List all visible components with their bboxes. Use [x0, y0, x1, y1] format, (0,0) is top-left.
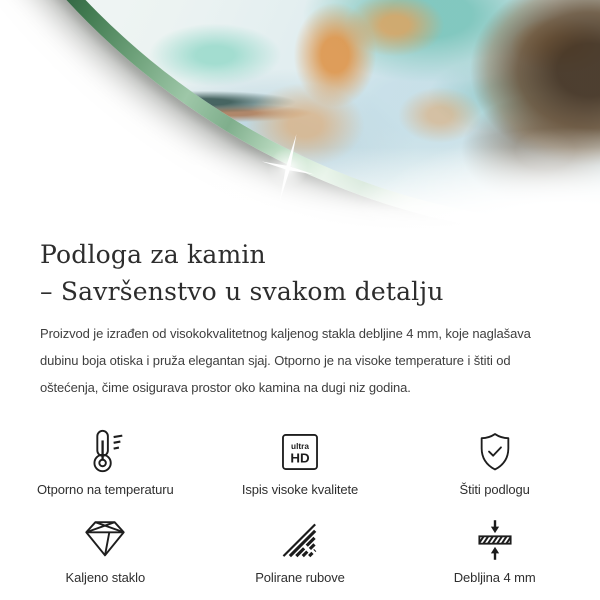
- feature-polished-edges: [203, 515, 398, 585]
- thickness-icon: [472, 515, 518, 563]
- ultra-hd-icon: [277, 427, 323, 475]
- feature-label: Štiti podlogu: [459, 482, 530, 497]
- page-title-line-2: – Savršenstvo u svakom detalju: [40, 277, 444, 306]
- ultra-hd-icon-text-bottom: HD: [290, 450, 310, 466]
- product-hero-image: [0, 0, 600, 230]
- feature-label: Polirane rubove: [255, 570, 345, 585]
- features-grid: [8, 427, 592, 585]
- feature-thickness: [397, 515, 592, 585]
- feature-label: Kaljeno staklo: [65, 570, 146, 585]
- feature-temperature: [8, 427, 203, 497]
- feature-label: Ispis visoke kvalitete: [241, 482, 359, 497]
- page-title: [40, 236, 560, 310]
- shield-check-icon: [472, 427, 518, 475]
- ultra-hd-icon-text-top: ultra: [291, 441, 309, 451]
- feature-print-quality: [203, 427, 398, 497]
- thermometer-icon: [81, 427, 129, 475]
- feature-protects-floor: [397, 427, 592, 497]
- page-title-line-1: Podloga za kamin: [40, 240, 266, 269]
- feature-label: Otporno na temperaturu: [37, 482, 174, 497]
- product-info-section: [0, 230, 600, 585]
- feature-label: Debljina 4 mm: [453, 570, 536, 585]
- product-description: Proizvod je izrađen od visokokvalitetnog kaljenog stakla debljine 4 mm, koje naglašava dubinu boja otiska i pruža elegantan sjaj. Otporno je na visoke temperature i štiti od oštećenja, čime osigurava prostor oko kamina na dugi niz godina.: [40, 326, 531, 395]
- feature-tempered-glass: [8, 515, 203, 585]
- diamond-icon: [81, 515, 129, 563]
- polished-edges-icon: [277, 515, 323, 563]
- sparkle-glint-icon: [251, 131, 325, 205]
